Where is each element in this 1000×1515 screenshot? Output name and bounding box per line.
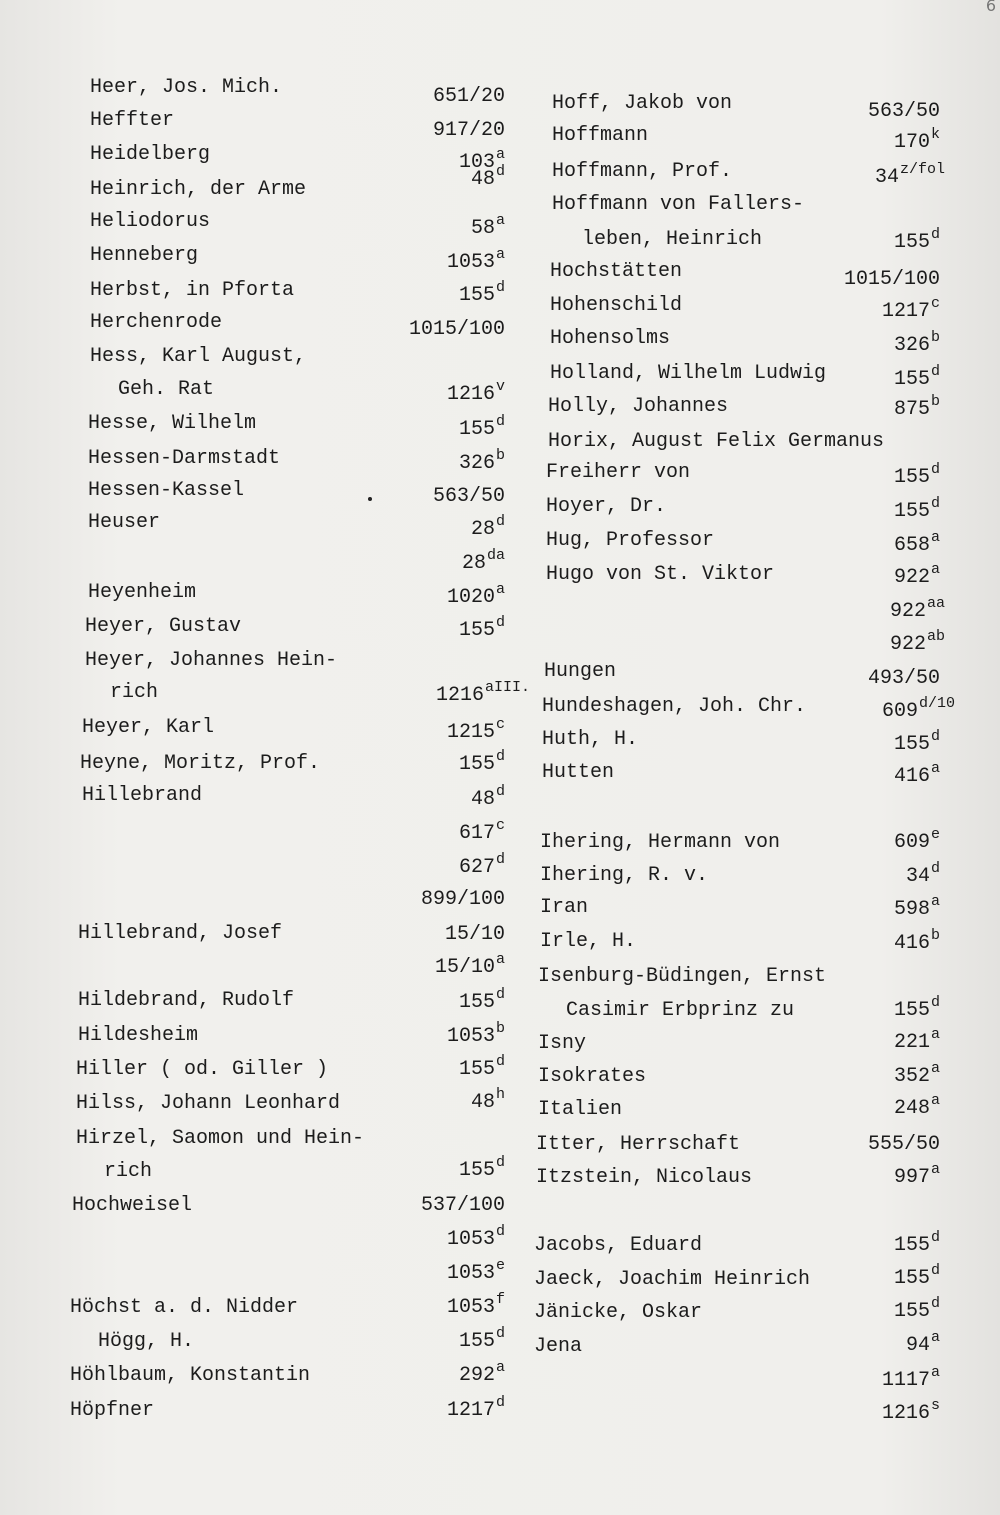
index-entry-name: Heuser — [88, 511, 161, 534]
index-entry-name: Heyer, Johannes Hein- — [85, 649, 338, 672]
index-entry-name: Hildebrand, Rudolf — [78, 989, 295, 1012]
page-ref-suffix: aa — [926, 595, 945, 612]
page-ref-number: 155 — [458, 418, 495, 441]
page-ref-suffix: d — [930, 1295, 940, 1312]
page-ref-number: 221 — [893, 1031, 930, 1054]
page-ref-number: 292 — [458, 1364, 495, 1387]
index-entry-name: Heyer, Karl — [82, 716, 215, 739]
index-entry-name: Holly, Johannes — [548, 395, 729, 418]
index-entry-page-ref — [874, 161, 945, 190]
page-ref-number: 1215 — [446, 721, 495, 744]
page-ref-number: 1117 — [881, 1369, 930, 1392]
page-ref-suffix: a — [930, 1161, 940, 1178]
index-entry-page-ref — [893, 1229, 940, 1258]
index-entry-name: Italien — [538, 1098, 623, 1121]
index-entry-name: Freiherr von — [546, 461, 691, 484]
page-ref-suffix: d — [930, 495, 940, 512]
page-ref-number: 658 — [893, 534, 930, 557]
index-entry-name: Hohenschild — [550, 294, 683, 317]
index-entry-name: Geh. Rat — [118, 378, 215, 401]
index-entry-page-ref — [881, 695, 955, 724]
page-ref-suffix: b — [930, 329, 940, 346]
index-entry-name: Ihering, R. v. — [540, 864, 709, 887]
index-entry-name: Henneberg — [90, 244, 199, 267]
page-ref-number: 155 — [893, 368, 930, 391]
index-entry-name: Heyenheim — [88, 581, 197, 604]
index-entry-name: Heyne, Moritz, Prof. — [80, 752, 321, 775]
index-entry-page-ref — [905, 1329, 940, 1358]
index-entry-page-ref — [893, 329, 940, 358]
page-ref-suffix: a — [930, 1092, 940, 1109]
page-ref-number: 1020 — [446, 586, 495, 609]
index-entry-name: Heer, Jos. Mich. — [90, 76, 283, 99]
page-ref-number: 155 — [893, 1300, 930, 1323]
index-entry-name: Hiller ( od. Giller ) — [76, 1058, 329, 1081]
index-entry-name: Hoffmann — [552, 124, 649, 147]
index-entry-name: Holland, Wilhelm Ludwig — [550, 362, 827, 385]
page-ref-suffix: d/10 — [918, 695, 955, 712]
page-ref-number: 155 — [458, 1058, 495, 1081]
index-entry-name: Heidelberg — [90, 143, 211, 166]
page-ref-suffix: d — [495, 163, 505, 180]
index-entry-name: Hugo von St. Viktor — [546, 563, 775, 586]
index-entry-name: Hillebrand, Josef — [78, 922, 283, 945]
page-ref-suffix: a — [930, 1026, 940, 1043]
page-ref-number: 1015/100 — [408, 318, 505, 341]
index-entry-page-ref — [905, 860, 940, 889]
index-entry-name: Hochweisel — [72, 1194, 193, 1217]
index-entry-page-ref — [893, 1295, 940, 1324]
page-ref-number: 1053 — [446, 251, 495, 274]
index-entry-page-ref — [893, 1060, 940, 1089]
index-entry-name: rich — [110, 681, 159, 704]
index-entry-page-ref — [893, 363, 940, 392]
index-entry-page-ref — [893, 495, 940, 524]
index-entry-name: Hoffmann von Fallers- — [552, 193, 805, 216]
page-ref-suffix: f — [495, 1291, 505, 1308]
page-ref-suffix: s — [930, 1397, 940, 1414]
page-ref-suffix: a — [495, 951, 505, 968]
page-ref-suffix: a — [495, 1359, 505, 1376]
index-entry-page-ref — [893, 126, 940, 155]
index-entry-name: Höpfner — [70, 1399, 155, 1422]
page-ref-number: 1015/100 — [843, 268, 940, 291]
index-entry-name: Jaeck, Joachim Heinrich — [534, 1268, 811, 1291]
index-entry-page-ref — [881, 1364, 940, 1393]
index-entry-name: Itter, Herrschaft — [536, 1133, 741, 1156]
page-ref-number: 155 — [893, 733, 930, 756]
index-entry-name: Höchst a. d. Nidder — [70, 1296, 299, 1319]
page-ref-suffix: c — [495, 817, 505, 834]
index-entry-name: Heinrich, der Arme — [90, 178, 307, 201]
page-ref-number: 493/50 — [867, 667, 940, 690]
index-entry-page-ref — [881, 295, 940, 324]
index-entry-name: Horix, August Felix Germanus — [548, 430, 885, 453]
index-entry-name: Höhlbaum, Konstantin — [70, 1364, 311, 1387]
page-ref-number: 155 — [893, 231, 930, 254]
index-entry-page-ref — [893, 393, 940, 422]
page-ref-suffix: d — [495, 413, 505, 430]
index-entry-page-ref — [893, 826, 940, 855]
page-ref-number: 155 — [458, 619, 495, 642]
page-ref-number: 34 — [874, 166, 899, 189]
index-entry-name: Casimir Erbprinz zu — [566, 999, 795, 1022]
page-ref-number: 15/10 — [444, 923, 505, 946]
page-ref-suffix: aIII. — [484, 679, 530, 696]
page-ref-number: 997 — [893, 1166, 930, 1189]
page-ref-number: 1053 — [446, 1228, 495, 1251]
page-ref-suffix: d — [495, 1394, 505, 1411]
index-entry-page-ref — [889, 595, 945, 624]
index-entry-page-ref — [893, 529, 940, 558]
page-ref-number: 48 — [470, 1091, 495, 1114]
page-ref-number: 1053 — [446, 1296, 495, 1319]
index-entry-page-ref — [893, 461, 940, 490]
page-ref-number: 58 — [470, 217, 495, 240]
page-ref-suffix: k — [930, 126, 940, 143]
page-ref-suffix: ab — [926, 628, 945, 645]
index-entry-name: Ihering, Hermann von — [540, 831, 781, 854]
page-ref-number: 326 — [458, 452, 495, 475]
page-ref-suffix: d — [495, 783, 505, 800]
page-ref-number: 598 — [893, 898, 930, 921]
index-entry-name: Itzstein, Nicolaus — [536, 1166, 753, 1189]
index-entry-name: Isenburg-Büdingen, Ernst — [538, 965, 827, 988]
page-ref-number: 352 — [893, 1065, 930, 1088]
page-ref-number: 155 — [458, 1159, 495, 1182]
index-entry-name: Jacobs, Eduard — [534, 1234, 703, 1257]
page-ref-suffix: d — [495, 1053, 505, 1070]
page-ref-suffix: d — [495, 513, 505, 530]
page-ref-suffix: h — [495, 1086, 505, 1103]
page-ref-number: 917/20 — [432, 119, 505, 142]
index-entry-name: Jena — [534, 1335, 583, 1358]
page-ref-number: 170 — [893, 131, 930, 154]
page-ref-number: 248 — [893, 1097, 930, 1120]
page-ref-number: 537/100 — [420, 1194, 505, 1217]
index-entry-page-ref — [893, 561, 940, 590]
page-ref-suffix: e — [930, 826, 940, 843]
page-ref-number: 922 — [893, 566, 930, 589]
page-ref-number: 617 — [458, 822, 495, 845]
page-ref-number: 875 — [893, 398, 930, 421]
page-ref-suffix: da — [486, 547, 505, 564]
page-ref-suffix: d — [495, 1154, 505, 1171]
page-ref-number: 1053 — [446, 1262, 495, 1285]
page-ref-suffix: b — [495, 447, 505, 464]
index-entry-page-ref — [868, 668, 940, 690]
index-entry-page-ref — [893, 760, 940, 789]
index-entry-page-ref — [893, 226, 940, 255]
index-entry-name: Hoffmann, Prof. — [552, 160, 733, 183]
page-ref-suffix: d — [930, 728, 940, 745]
page-ref-number: 651/20 — [432, 85, 505, 108]
index-entry-name: Hundeshagen, Joh. Chr. — [542, 695, 807, 718]
index-entry-page-ref — [889, 628, 945, 657]
page-ref-suffix: a — [930, 1060, 940, 1077]
page-ref-number: 609 — [893, 831, 930, 854]
page-ref-suffix: a — [930, 529, 940, 546]
page-ref-number: 1216 — [881, 1402, 930, 1425]
page-ref-number: 155 — [458, 284, 495, 307]
page-ref-number: 1216 — [446, 383, 495, 406]
page-ref-suffix: a — [495, 146, 505, 163]
index-entry-page-ref — [893, 1092, 940, 1121]
page-ref-suffix: d — [930, 461, 940, 478]
page-ref-suffix: a — [495, 212, 505, 229]
index-entry-name: Heyer, Gustav — [85, 615, 242, 638]
index-entry-page-ref — [893, 893, 940, 922]
page-ref-number: 103 — [458, 151, 495, 174]
page-ref-suffix: d — [930, 994, 940, 1011]
index-entry-name: Hessen-Darmstadt — [88, 447, 281, 470]
index-entry-page-ref — [893, 1262, 940, 1291]
index-entry-name: Iran — [540, 896, 589, 919]
page-ref-suffix: d — [930, 860, 940, 877]
page-ref-suffix: v — [495, 378, 505, 395]
page-ref-number: 1217 — [881, 300, 930, 323]
index-entry-name: Heffter — [90, 109, 175, 132]
index-entry-name: Hochstätten — [550, 260, 683, 283]
page-ref-suffix: d — [495, 1223, 505, 1240]
page-ref-suffix: a — [930, 893, 940, 910]
page-ref-number: 326 — [893, 334, 930, 357]
index-entry-name: Herbst, in Pforta — [90, 279, 295, 302]
page-ref-number: 155 — [458, 1330, 495, 1353]
page-ref-suffix: d — [495, 851, 505, 868]
page-ref-suffix: b — [495, 1020, 505, 1037]
index-entry-name: Hoff, Jakob von — [552, 92, 733, 115]
page-ref-suffix: c — [930, 295, 940, 312]
page-ref-number: 28 — [461, 552, 486, 575]
page-ref-suffix: d — [930, 226, 940, 243]
index-entry-name: Hohensolms — [550, 327, 671, 350]
index-entry-name: Isny — [538, 1032, 587, 1055]
index-entry-name: leben, Heinrich — [582, 228, 763, 251]
page-ref-number: 922 — [889, 600, 926, 623]
index-entry-name: Hillebrand — [82, 784, 203, 807]
page-ref-number: 155 — [893, 1234, 930, 1257]
page-ref-suffix: a — [930, 760, 940, 777]
page-ref-suffix: d — [495, 1325, 505, 1342]
index-entry-name: Hesse, Wilhelm — [88, 412, 257, 435]
page-ref-suffix: a — [495, 581, 505, 598]
page-ref-number: 563/50 — [432, 485, 505, 508]
index-entry-page-ref — [893, 994, 940, 1023]
page-ref-number: 609 — [881, 700, 918, 723]
index-entry-name: Jänicke, Oskar — [534, 1301, 703, 1324]
index-entry-name: Hilss, Johann Leonhard — [76, 1092, 341, 1115]
page-ref-number: 34 — [905, 865, 930, 888]
page-ref-suffix: d — [930, 363, 940, 380]
page-ref-suffix: e — [495, 1257, 505, 1274]
index-entry-page-ref — [893, 1161, 940, 1190]
index-entry-page-ref — [893, 728, 940, 757]
page-ref-suffix: b — [930, 927, 940, 944]
index-entry-page-ref — [893, 927, 940, 956]
page-ref-suffix: c — [495, 716, 505, 733]
page-ref-number: 922 — [889, 633, 926, 656]
page-ref-number: 416 — [893, 765, 930, 788]
page-ref-number: 155 — [893, 500, 930, 523]
page-ref-number: 563/50 — [867, 100, 940, 123]
page-ref-suffix: a — [930, 561, 940, 578]
index-entry-page-ref — [868, 101, 940, 123]
index-entry-name: Hess, Karl August, — [90, 345, 307, 368]
page-ref-number: 555/50 — [867, 1133, 940, 1156]
page-ref-number: 48 — [470, 168, 495, 191]
page-ref-number: 48 — [470, 788, 495, 811]
page-ref-number: 155 — [893, 999, 930, 1022]
index-entry-page-ref — [881, 1397, 940, 1426]
page-ref-number: 627 — [458, 856, 495, 879]
page-ref-suffix: d — [495, 748, 505, 765]
page-ref-number: 94 — [905, 1334, 930, 1357]
index-entry-name: Hutten — [542, 761, 615, 784]
page-ref-suffix: a — [930, 1364, 940, 1381]
page-ref-number: 15/10 — [434, 956, 495, 979]
ink-dot — [368, 497, 372, 501]
page-ref-number: 155 — [458, 991, 495, 1014]
page-ref-suffix: d — [930, 1229, 940, 1246]
page-ref-suffix: a — [930, 1329, 940, 1346]
page-ref-suffix: a — [495, 246, 505, 263]
index-entry-page-ref — [844, 269, 940, 291]
page-corner-mark: 6 — [985, 0, 996, 15]
page-ref-suffix: d — [495, 986, 505, 1003]
page-ref-number: 416 — [893, 932, 930, 955]
index-entry-name: Heliodorus — [90, 210, 211, 233]
index-entry-name: Hessen-Kassel — [88, 479, 245, 502]
index-entry-name: Huth, H. — [542, 728, 639, 751]
index-entry-name: Isokrates — [538, 1065, 647, 1088]
index-entry-page-ref — [868, 1134, 940, 1156]
index-entry-page-ref — [893, 1026, 940, 1055]
page-ref-suffix: z/fol — [899, 161, 945, 178]
index-entry-name: Högg, H. — [98, 1330, 195, 1353]
page-ref-number: 28 — [470, 518, 495, 541]
index-entry-name: Hildesheim — [78, 1024, 199, 1047]
index-entry-name: Hirzel, Saomon und Hein- — [76, 1127, 365, 1150]
page-ref-number: 1053 — [446, 1025, 495, 1048]
page-ref-number: 899/100 — [420, 888, 505, 911]
page-ref-number: 1217 — [446, 1399, 495, 1422]
page-ref-number: 155 — [893, 1267, 930, 1290]
page-ref-number: 1216 — [435, 684, 484, 707]
index-entry-name: Hoyer, Dr. — [546, 495, 667, 518]
index-entry-name: Herchenrode — [90, 311, 223, 334]
page-ref-suffix: d — [930, 1262, 940, 1279]
index-entry-name: Irle, H. — [540, 930, 637, 953]
page-ref-number: 155 — [893, 466, 930, 489]
page-ref-suffix: b — [930, 393, 940, 410]
index-entry-name: rich — [104, 1160, 153, 1183]
page-ref-suffix: d — [495, 614, 505, 631]
page-ref-number: 155 — [458, 753, 495, 776]
index-entry-name: Hungen — [544, 660, 617, 683]
index-entry-name: Hug, Professor — [546, 529, 715, 552]
page-ref-suffix: d — [495, 279, 505, 296]
